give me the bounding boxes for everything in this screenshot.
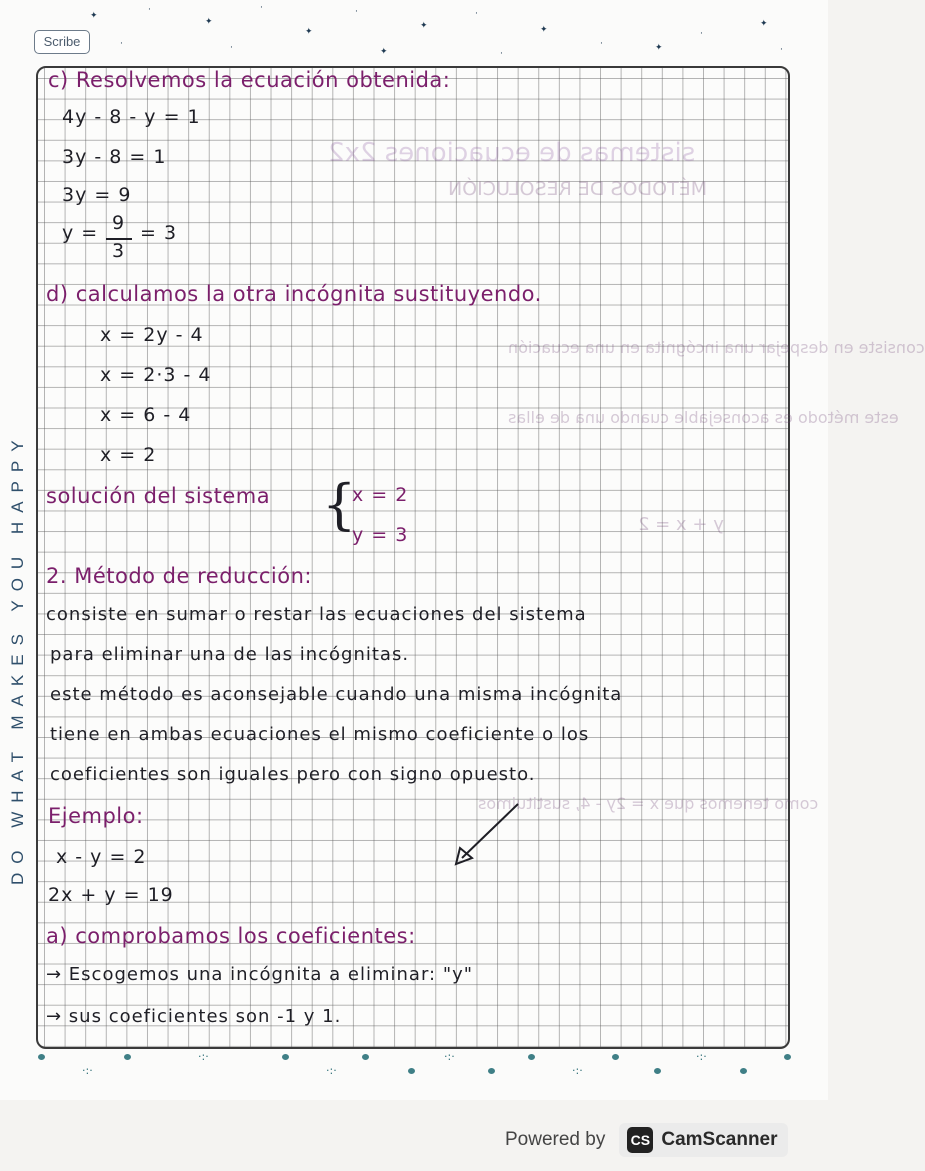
- dot-decoration: [408, 1068, 415, 1074]
- dot-decoration: ·: [148, 5, 151, 15]
- fraction-numerator: 9: [111, 212, 125, 234]
- dot-decoration: ✦: [540, 25, 548, 35]
- bleed-through-text: MÉTODOS DE RESOLUCIÓN: [448, 178, 708, 200]
- section-c-heading: c) Resolvemos la ecuación obtenida:: [48, 68, 451, 92]
- equation-line: 3y = 9: [62, 184, 132, 206]
- dot-decoration: ·:·: [572, 1064, 583, 1077]
- dot-decoration: [654, 1068, 661, 1074]
- camscanner-logo: [619, 1123, 787, 1157]
- dot-decoration: ·:·: [82, 1064, 93, 1077]
- bullet-line: → sus coeficientes son -1 y 1.: [46, 1006, 342, 1027]
- example-equation: 2x + y = 19: [48, 884, 174, 906]
- section-2-heading: 2. Método de reducción:: [46, 564, 313, 588]
- powered-by-text: Powered by: [505, 1129, 606, 1150]
- camscanner-footer: [505, 1120, 788, 1160]
- dot-decoration: [362, 1054, 369, 1060]
- dot-decoration: ·:·: [696, 1050, 707, 1063]
- paragraph-line: este método es aconsejable cuando una misma incógnita: [50, 684, 623, 705]
- scribe-badge: Scribe: [34, 30, 90, 54]
- dot-decoration: ·:·: [326, 1064, 337, 1077]
- side-motto: DO WHAT MAKES YOU HAPPY: [8, 431, 27, 885]
- paragraph-line: coeficientes son iguales pero con signo opuesto.: [50, 764, 536, 785]
- dot-decoration: [124, 1054, 131, 1060]
- top-dot-decoration: [0, 0, 828, 70]
- dot-decoration: ·: [500, 49, 503, 59]
- dot-decoration: [740, 1068, 747, 1074]
- dot-decoration: [612, 1054, 619, 1060]
- fraction-prefix: y =: [62, 222, 99, 244]
- equation-line: x = 6 - 4: [100, 404, 192, 426]
- equation-line: x = 2: [100, 444, 157, 466]
- dot-decoration: [528, 1054, 535, 1060]
- dot-decoration: [282, 1054, 289, 1060]
- dot-decoration: ·: [355, 7, 358, 17]
- bleed-through-text: sistemas de ecuaciones 2x2: [328, 138, 696, 168]
- dot-decoration: [488, 1068, 495, 1074]
- dot-decoration: ✦: [420, 21, 428, 31]
- bullet-line: → Escogemos una incógnita a eliminar: "y": [46, 964, 474, 985]
- dot-decoration: ·: [475, 9, 478, 19]
- paragraph-line: consiste en sumar o restar las ecuaciones del sistema: [46, 604, 587, 625]
- dot-decoration: [38, 1054, 45, 1060]
- fraction-denominator: 3: [111, 240, 125, 262]
- example-equation: x - y = 2: [56, 846, 147, 868]
- camscanner-brand: CamScanner: [661, 1129, 778, 1150]
- section-d-heading: d) calculamos la otra incógnita sustituyendo.: [46, 282, 542, 306]
- dot-decoration: ·: [230, 43, 233, 53]
- equation-line: x = 2y - 4: [100, 324, 204, 346]
- dot-decoration: ·: [260, 3, 263, 13]
- dot-decoration: ✦: [655, 43, 663, 53]
- example-label: Ejemplo:: [48, 804, 144, 828]
- bleed-through-text: consiste en despejar una incógnita en una ecuación: [508, 338, 925, 357]
- dot-decoration: ✦: [380, 47, 388, 57]
- dot-decoration: ✦: [305, 27, 313, 37]
- dot-decoration: ✦: [760, 19, 768, 29]
- solution-label: solución del sistema: [46, 484, 271, 508]
- solution-y: y = 3: [352, 524, 409, 546]
- equation-line: x = 2·3 - 4: [100, 364, 212, 386]
- dot-decoration: [784, 1054, 791, 1060]
- equation-line: 4y - 8 - y = 1: [62, 106, 201, 128]
- dot-decoration: ·: [600, 39, 603, 49]
- solution-x: x = 2: [352, 484, 409, 506]
- fraction-suffix: = 3: [140, 222, 178, 244]
- camscanner-icon: CS: [627, 1127, 653, 1153]
- paragraph-line: tiene en ambas ecuaciones el mismo coeficiente o los: [50, 724, 590, 745]
- dot-decoration: ·:·: [198, 1050, 209, 1063]
- bottom-dot-decoration: [0, 1050, 828, 1090]
- hand-drawn-arrow: [440, 800, 530, 870]
- dot-decoration: ·: [780, 45, 783, 55]
- paragraph-line: para eliminar una de las incógnitas.: [50, 644, 410, 665]
- dot-decoration: ·: [700, 29, 703, 39]
- section-a-heading: a) comprobamos los coeficientes:: [46, 924, 416, 948]
- bleed-through-text: como tenemos que x = 2y - 4, sustituimos: [478, 794, 819, 813]
- solution-brace: {: [322, 473, 357, 536]
- dot-decoration: ·: [120, 39, 123, 49]
- dot-decoration: ·:·: [444, 1050, 455, 1063]
- dot-decoration: ✦: [90, 11, 98, 21]
- equation-line: 3y - 8 = 1: [62, 146, 167, 168]
- bleed-through-text: este método es aconsejable cuando una de ellas: [508, 408, 899, 427]
- bleed-through-text: y + x = 2: [638, 514, 724, 535]
- dot-decoration: ✦: [205, 17, 213, 27]
